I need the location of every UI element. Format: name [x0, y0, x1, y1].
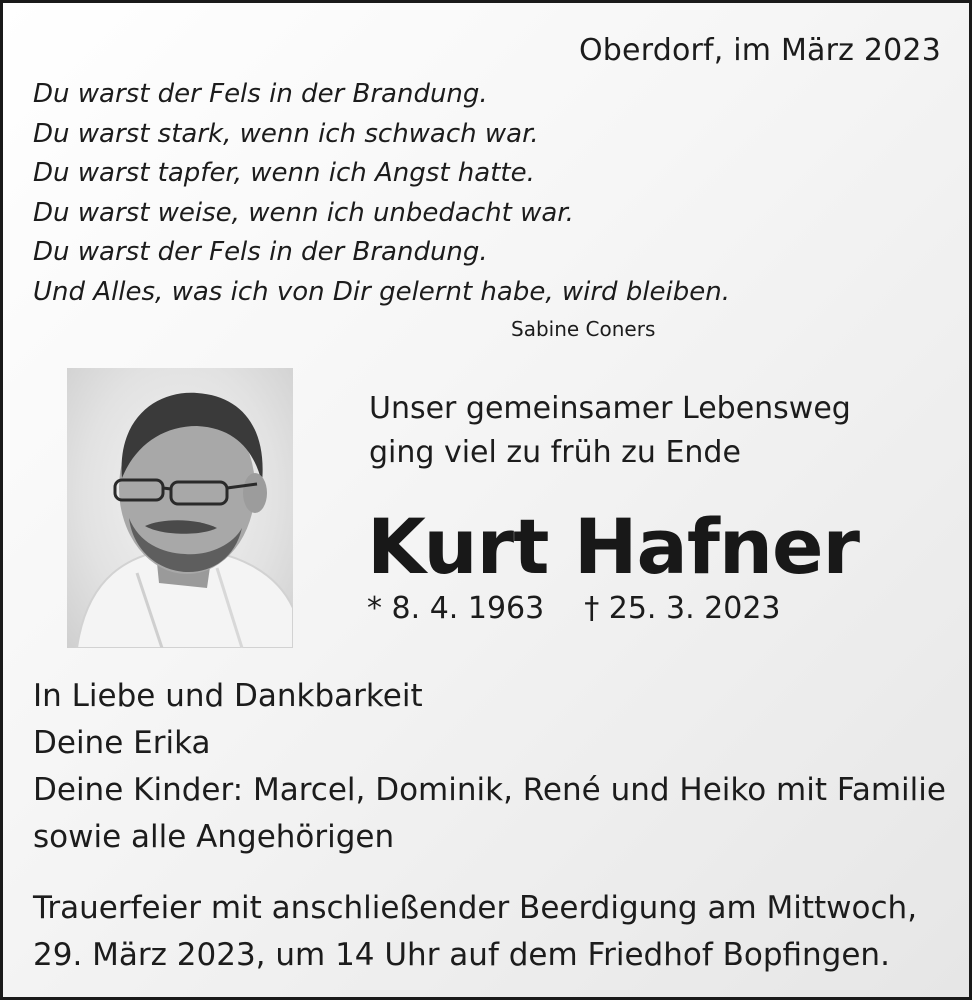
funeral-line: Trauerfeier mit anschließender Beerdigung am Mittwoch,	[33, 890, 918, 926]
mourners-line: In Liebe und Dankbarkeit	[33, 678, 423, 714]
portrait-illustration	[67, 368, 293, 648]
funeral-info	[33, 885, 917, 979]
poem-author: Sabine Coners	[511, 317, 656, 341]
poem-line: Du warst weise, wenn ich unbedacht war.	[33, 197, 574, 228]
poem-line: Du warst der Fels in der Brandung.	[33, 237, 488, 267]
death-date: † 25. 3. 2023	[584, 591, 781, 626]
intro-line: ging viel zu früh zu Ende	[369, 435, 741, 470]
mourners-line: Deine Erika	[33, 725, 211, 761]
poem-line: Du warst der Fels in der Brandung.	[33, 79, 488, 109]
poem	[33, 75, 730, 312]
intro-line: Unser gemeinsamer Lebensweg	[369, 391, 851, 426]
mourners	[33, 673, 946, 861]
funeral-line: 29. März 2023, um 14 Uhr auf dem Friedhof Bopfingen.	[33, 937, 890, 973]
portrait-photo	[67, 368, 293, 648]
mourners-line: sowie alle Angehörigen	[33, 819, 395, 855]
poem-line: Du warst tapfer, wenn ich Angst hatte.	[33, 158, 535, 188]
deceased-name: Kurt Hafner	[367, 502, 860, 591]
life-dates	[367, 587, 781, 631]
birth-date: * 8. 4. 1963	[367, 591, 545, 626]
mourners-line: Deine Kinder: Marcel, Dominik, René und Heiko mit Familie	[33, 772, 946, 808]
poem-line: Und Alles, was ich von Dir gelernt habe, wird bleiben.	[33, 276, 731, 307]
poem-line: Du warst stark, wenn ich schwach war.	[33, 118, 539, 149]
place-date: Oberdorf, im März 2023	[578, 33, 941, 68]
intro-text	[369, 387, 851, 475]
